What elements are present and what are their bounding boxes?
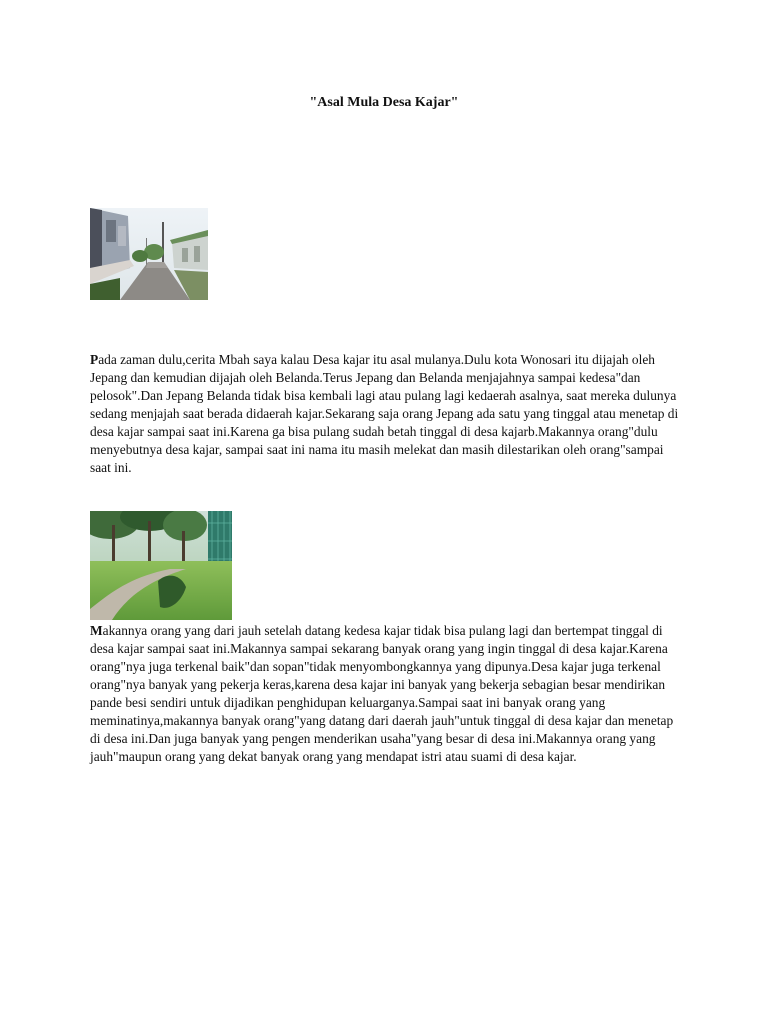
village-street-photo bbox=[90, 208, 208, 300]
paragraph-1 bbox=[90, 351, 682, 477]
paragraph-2-text: akannya orang yang dari jauh setelah datang kedesa kajar tidak bisa pulang lagi dan bertempat tinggal di desa kajar sampai saat ini.Makannya sampai sekarang banyak orang yang ingin tinggal di desa kajar.Karena orang"nya juga terkenal baik"dan sopan"tidak menyombongkannya yang dipunya.Desa kajar juga terkenal orang"nya banyak yang pekerja keras,karena desa kajar ini banyak yang bekerja sebagian besar mendirikan pande besi sendiri untuk dijadikan penghidupan keluarganya.Sampai saat ini banyak orang yang meminatinya,makannya banyak orang"yang datang dari daerah jauh"untuk tinggal di desa kajar dan menetap di desa ini.Dan juga banyak yang pengen menderikan usaha"yang besar di desa ini.Makannya orang yang jauh"maupun orang yang dekat banyak orang yang mendapat istri atau suami di desa kajar. bbox=[90, 623, 674, 764]
paragraph-2-first-letter: M bbox=[90, 623, 103, 638]
paragraph-1-first-letter: P bbox=[90, 352, 99, 367]
document-title: "Asal Mula Desa Kajar" bbox=[309, 95, 459, 110]
paragraph-2 bbox=[90, 622, 682, 766]
park-path-photo bbox=[90, 511, 232, 620]
paragraph-1-text: ada zaman dulu,cerita Mbah saya kalau Desa kajar itu asal mulanya.Dulu kota Wonosari itu dijajah oleh Jepang dan kemudian dijajah oleh Belanda.Terus Jepang dan Belanda menjajahnya sampai kedesa"dan pelosok".Dan Jepang Belanda tidak bisa kembali lagi atau pulang lagi kedaerah asalnya, saat mereka dulunya sedang menjajah saat berada didaerah kajar.Sekarang saja orang Jepang ada satu yang tinggal atau menetap di desa kajar sampai saat ini.Karena ga bisa pulang sudah betah tinggal di desa kajarb.Makannya orang"dulu menyebutnya desa kajar, sampai saat ini nama itu masih melekat dan masih dilestarikan oleh orang"sampai saat ini. bbox=[90, 352, 679, 475]
